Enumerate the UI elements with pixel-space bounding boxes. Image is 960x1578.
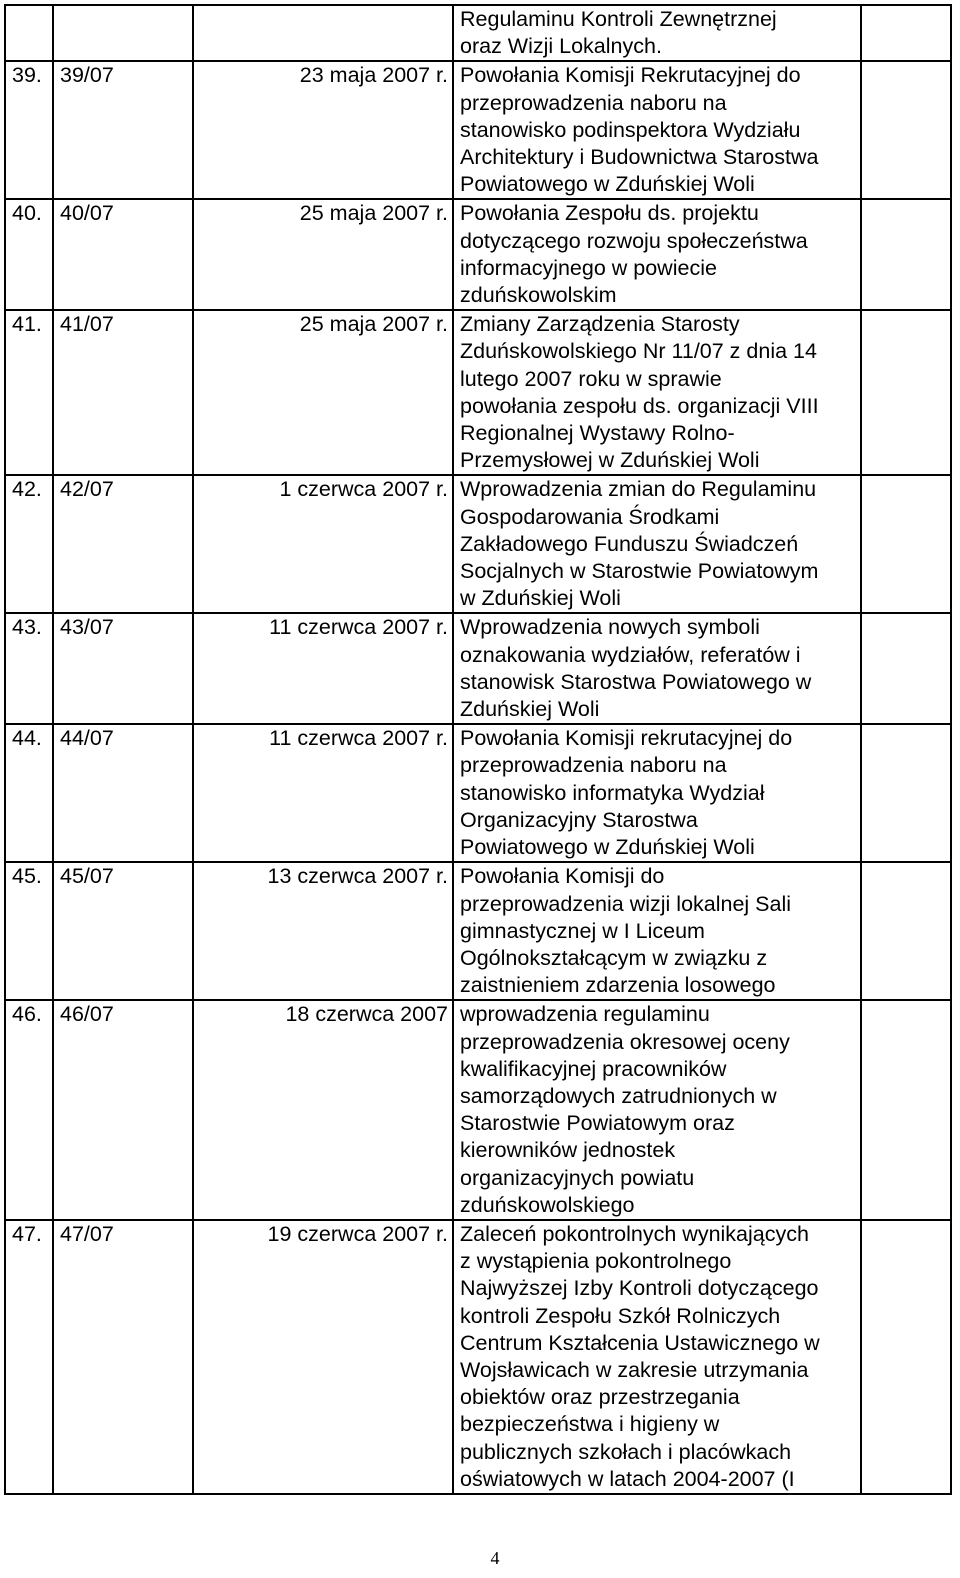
cell-description (453, 5, 861, 61)
number-text: 44/07 (60, 726, 114, 751)
date-text: 25 maja 2007 r. (299, 312, 448, 337)
cell-date (193, 862, 453, 1000)
no-text: 40. (12, 201, 42, 226)
number-text: 45/07 (60, 864, 114, 889)
cell-no (5, 613, 53, 724)
number-text: 47/07 (60, 1221, 114, 1246)
no-text: 47. (12, 1221, 42, 1246)
number-text: 43/07 (60, 615, 114, 640)
number-text: 40/07 (60, 201, 114, 226)
cell-notes (861, 199, 951, 310)
cell-date (193, 1000, 453, 1220)
cell-date (193, 310, 453, 475)
date-text: 1 czerwca 2007 r. (279, 477, 448, 502)
cell-date (193, 5, 453, 61)
date-text: 19 czerwca 2007 r. (267, 1221, 448, 1246)
cell-notes (861, 61, 951, 199)
cell-no (5, 61, 53, 199)
no-text: 46. (12, 1002, 42, 1027)
description-text: Powołania Komisji Rekrutacyjnej do przeprowadzenia naboru na stanowisko podinspektora Wydziału Architektury i Budownictwa Starostwa Powiatowego w Zduńskiej Woli (460, 63, 819, 197)
cell-number (53, 862, 193, 1000)
cell-date (193, 199, 453, 310)
no-text: 41. (12, 312, 42, 337)
description-text: Zaleceń pokontrolnych wynikających z wystąpienia pokontrolnego Najwyższej Izby Kontroli dotyczącego kontroli Zespołu Szkół Rolniczych Centrum Kształcenia Ustawicznego w Wojsławicach w zakresie utrzymania obiektów oraz przestrzegania bezpieczeństwa i higieny w publicznych szkołach i placówkach oświatowych w latach 2004-2007 (I (460, 1221, 820, 1491)
table-row (5, 199, 951, 310)
description-text: wprowadzenia regulaminu przeprowadzenia okresowej oceny kwalifikacyjnej pracowników samorządowych zatrudnionych w Starostwie Powiatowym oraz kierowników jednostek organizacyjnych powiatu zduńskowolskiego (460, 1002, 790, 1217)
cell-no (5, 310, 53, 475)
table-row (5, 862, 951, 1000)
table-row (5, 1000, 951, 1220)
cell-no (5, 862, 53, 1000)
cell-description (453, 613, 861, 724)
no-text: 42. (12, 477, 42, 502)
description-text: Powołania Komisji rekrutacyjnej do przeprowadzenia naboru na stanowisko informatyka Wydział Organizacyjny Starostwa Powiatowego w Zduńskiej Woli (460, 726, 793, 860)
cell-description (453, 862, 861, 1000)
cell-number (53, 1220, 193, 1494)
cell-number (53, 61, 193, 199)
ordinances-table-body (5, 5, 951, 1494)
cell-description (453, 1220, 861, 1494)
date-text: 18 czerwca 2007 (285, 1002, 448, 1027)
ordinances-table (4, 4, 952, 1495)
description-text: Powołania Komisji do przeprowadzenia wizji lokalnej Sali gimnastycznej w I Liceum Ogólnokształcącym w związku z zaistnieniem zdarzenia losowego (460, 864, 792, 998)
cell-date (193, 61, 453, 199)
no-text: 39. (12, 63, 42, 88)
table-row (5, 613, 951, 724)
table-row (5, 475, 951, 613)
description-text: Regulaminu Kontroli Zewnętrznej oraz Wizji Lokalnych. (460, 7, 777, 59)
no-text: 45. (12, 864, 42, 889)
cell-notes (861, 862, 951, 1000)
cell-date (193, 724, 453, 862)
date-text: 23 maja 2007 r. (299, 63, 448, 88)
cell-no (5, 1220, 53, 1494)
date-text: 11 czerwca 2007 r. (269, 726, 448, 751)
description-text: Wprowadzenia nowych symboli oznakowania wydziałów, referatów i stanowisk Starostwa Powiatowego w Zduńskiej Woli (460, 615, 812, 722)
date-text: 25 maja 2007 r. (299, 201, 448, 226)
cell-description (453, 61, 861, 199)
cell-no (5, 724, 53, 862)
cell-number (53, 1000, 193, 1220)
table-row (5, 310, 951, 475)
cell-notes (861, 724, 951, 862)
cell-number (53, 5, 193, 61)
cell-notes (861, 310, 951, 475)
cell-no (5, 1000, 53, 1220)
date-text: 13 czerwca 2007 r. (267, 864, 448, 889)
table-row (5, 1220, 951, 1494)
table-row-continued (5, 5, 951, 61)
cell-notes (861, 1220, 951, 1494)
page-number: 4 (490, 1548, 500, 1568)
cell-no (5, 199, 53, 310)
cell-description (453, 475, 861, 613)
number-text: 42/07 (60, 477, 114, 502)
table-row (5, 61, 951, 199)
table-row (5, 724, 951, 862)
cell-no (5, 5, 53, 61)
no-text: 44. (12, 726, 42, 751)
cell-notes (861, 475, 951, 613)
number-text: 41/07 (60, 312, 114, 337)
cell-description (453, 1000, 861, 1220)
cell-description (453, 310, 861, 475)
cell-date (193, 1220, 453, 1494)
number-text: 39/07 (60, 63, 114, 88)
cell-number (53, 613, 193, 724)
cell-no (5, 475, 53, 613)
cell-number (53, 310, 193, 475)
cell-number (53, 475, 193, 613)
cell-notes (861, 613, 951, 724)
cell-description (453, 199, 861, 310)
cell-number (53, 199, 193, 310)
no-text: 43. (12, 615, 42, 640)
date-text: 11 czerwca 2007 r. (269, 615, 448, 640)
cell-notes (861, 5, 951, 61)
cell-number (53, 724, 193, 862)
cell-date (193, 613, 453, 724)
description-text: Wprowadzenia zmian do Regulaminu Gospodarowania Środkami Zakładowego Funduszu Świadczeń Socjalnych w Starostwie Powiatowym w Zduńskiej Woli (460, 477, 819, 611)
description-text: Powołania Zespołu ds. projektu dotyczącego rozwoju społeczeństwa informacyjnego w powiecie zduńskowolskim (460, 201, 808, 308)
description-text: Zmiany Zarządzenia Starosty Zduńskowolskiego Nr 11/07 z dnia 14 lutego 2007 roku w sprawie powołania zespołu ds. organizacji VIII Regionalnej Wystawy Rolno- Przemysłowej w Zduńskiej Woli (460, 312, 819, 473)
number-text: 46/07 (60, 1002, 114, 1027)
cell-date (193, 475, 453, 613)
cell-notes (861, 1000, 951, 1220)
cell-description (453, 724, 861, 862)
